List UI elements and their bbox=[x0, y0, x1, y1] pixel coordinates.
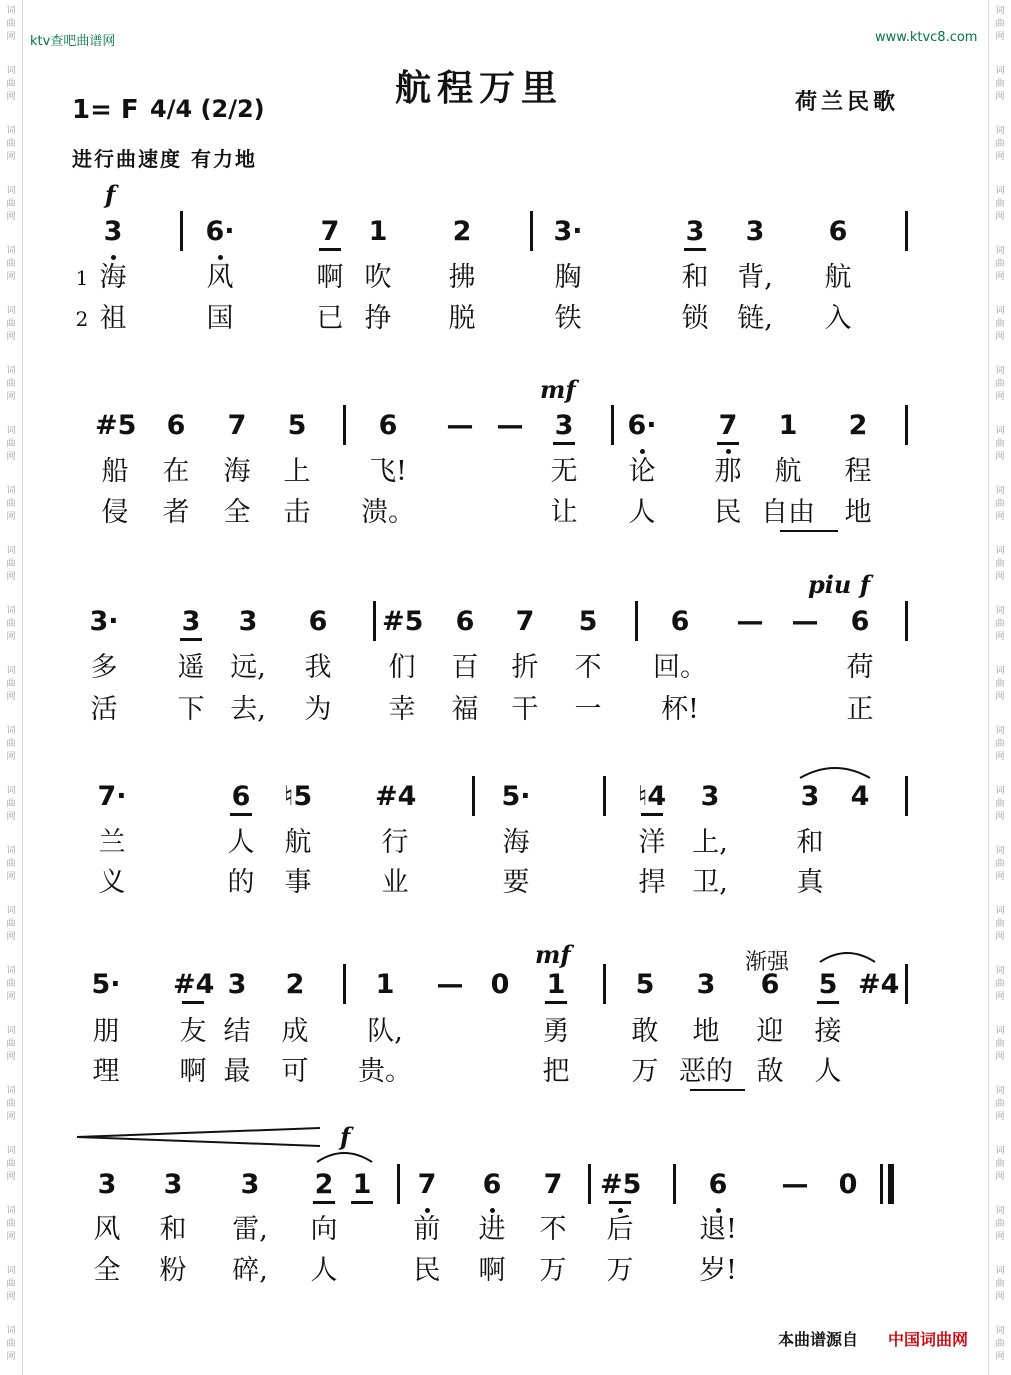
octave-dot-below bbox=[490, 1208, 495, 1213]
lyric-verse-1: 勇 bbox=[542, 1016, 570, 1047]
note: #4 bbox=[375, 781, 417, 812]
footer-source-label: 本曲谱源自 bbox=[778, 1330, 859, 1349]
octave-dot-below bbox=[425, 1208, 430, 1213]
slur-arc bbox=[815, 948, 880, 966]
side-watermark: 词 曲 网 bbox=[995, 1146, 1005, 1182]
note: 7 bbox=[718, 410, 738, 441]
side-watermark: 词 曲 网 bbox=[6, 1026, 16, 1062]
underline-beam bbox=[351, 1201, 373, 1204]
underline-beam bbox=[641, 813, 663, 816]
side-watermark: 词 曲 网 bbox=[995, 1326, 1005, 1362]
lyric-verse-1: 不 bbox=[539, 1214, 567, 1245]
side-watermark: 词 曲 网 bbox=[6, 966, 16, 1002]
octave-dot-below bbox=[218, 255, 223, 260]
note: ♮5 bbox=[283, 781, 313, 812]
lyric-verse-2: 敌 bbox=[756, 1056, 784, 1087]
slur-arc bbox=[795, 762, 875, 782]
lyric-verse-1: 飞! bbox=[369, 456, 407, 487]
note: 3 bbox=[800, 781, 820, 812]
underline-beam bbox=[319, 248, 341, 251]
note: 3 bbox=[238, 606, 258, 637]
note: 6 bbox=[670, 606, 690, 637]
header-left-site: ktv查吧曲谱网 bbox=[30, 34, 116, 49]
note: 5 bbox=[287, 410, 307, 441]
lyric-verse-2: 人 bbox=[628, 497, 656, 528]
lyric-verse-1: 背, bbox=[737, 262, 773, 293]
side-watermark: 词 曲 网 bbox=[995, 126, 1005, 162]
bar-line bbox=[905, 211, 908, 251]
note: 2 bbox=[452, 216, 472, 247]
lyric-verse-2: 已 bbox=[316, 303, 344, 334]
lyric-verse-2: 自由 bbox=[761, 497, 815, 528]
lyric-verse-2: 祖 bbox=[99, 303, 127, 334]
octave-dot-below bbox=[111, 255, 116, 260]
lyric-verse-1: 在 bbox=[162, 456, 190, 487]
lyric-verse-1: 兰 bbox=[98, 827, 126, 858]
lyric-verse-2: 击 bbox=[283, 497, 311, 528]
note: 5 bbox=[818, 969, 838, 1000]
note: 7 bbox=[543, 1169, 563, 1200]
lyric-verse-1: 风 bbox=[206, 262, 234, 293]
bar-line bbox=[611, 405, 614, 445]
bar-line bbox=[603, 776, 606, 816]
note: 1 bbox=[546, 969, 566, 1000]
side-watermark: 词 曲 网 bbox=[995, 1026, 1005, 1062]
verse-number-1: 1 bbox=[75, 266, 89, 290]
octave-dot-below bbox=[716, 1208, 721, 1213]
lyric-verse-1: 地 bbox=[692, 1016, 720, 1047]
note: 5· bbox=[501, 781, 531, 812]
note: 1 bbox=[778, 410, 798, 441]
underline-beam bbox=[684, 248, 706, 251]
side-watermark: 词 曲 网 bbox=[995, 486, 1005, 522]
lyric-verse-1: 们 bbox=[388, 652, 416, 683]
side-watermark: 词 曲 网 bbox=[6, 846, 16, 882]
lyric-verse-1: 向 bbox=[310, 1214, 338, 1245]
note: 7 bbox=[227, 410, 247, 441]
side-watermark: 词 曲 网 bbox=[995, 306, 1005, 342]
lyric-verse-2: 恶的 bbox=[679, 1056, 733, 1087]
lyric-verse-1: 友 bbox=[179, 1016, 207, 1047]
side-watermark: 词 曲 网 bbox=[6, 306, 16, 342]
note: 7· bbox=[97, 781, 127, 812]
right-margin bbox=[988, 0, 1011, 1375]
lyric-verse-1: 航 bbox=[824, 262, 852, 293]
side-watermark: 词 曲 网 bbox=[6, 426, 16, 462]
octave-dot-below bbox=[618, 1208, 623, 1213]
note: 6 bbox=[850, 606, 870, 637]
lyric-verse-2: 幸 bbox=[388, 694, 416, 725]
note: 6 bbox=[166, 410, 186, 441]
dynamic-piu-forte: piu f bbox=[808, 570, 871, 599]
bar-line bbox=[373, 601, 376, 641]
lyric-slur-line bbox=[690, 1089, 745, 1091]
side-watermark: 词 曲 网 bbox=[995, 66, 1005, 102]
underline-beam bbox=[230, 813, 252, 816]
crescendo-hairpin bbox=[75, 1125, 325, 1149]
note: 6· bbox=[627, 410, 657, 441]
note: 6 bbox=[231, 781, 251, 812]
lyric-verse-1: 程 bbox=[844, 456, 872, 487]
lyric-verse-1: 上 bbox=[283, 456, 311, 487]
lyric-verse-2: 入 bbox=[824, 303, 852, 334]
side-watermark: 词 曲 网 bbox=[6, 366, 16, 402]
side-watermark: 词 曲 网 bbox=[6, 1206, 16, 1242]
note: 3 bbox=[181, 606, 201, 637]
lyric-slur-line bbox=[780, 530, 838, 532]
lyric-verse-2: 真 bbox=[796, 867, 824, 898]
left-margin bbox=[0, 0, 23, 1375]
song-title: 航程万里 bbox=[395, 67, 564, 109]
lyric-verse-1: 折 bbox=[511, 652, 539, 683]
side-watermark: 词 曲 网 bbox=[6, 786, 16, 822]
lyric-verse-1: 行 bbox=[381, 827, 409, 858]
footer-source-site: 中国词曲网 bbox=[888, 1330, 969, 1349]
lyric-verse-1: 队, bbox=[367, 1016, 403, 1047]
lyric-verse-2: 民 bbox=[413, 1255, 441, 1286]
lyric-verse-2: 卫, bbox=[692, 867, 728, 898]
underline-beam bbox=[313, 1201, 335, 1204]
note: 2 bbox=[285, 969, 305, 1000]
lyric-verse-2: 为 bbox=[304, 694, 332, 725]
underline-beam bbox=[717, 442, 739, 445]
bar-line bbox=[588, 1164, 591, 1204]
lyric-verse-2: 全 bbox=[93, 1255, 121, 1286]
underline-beam bbox=[609, 1201, 631, 1204]
lyric-verse-1: 吹 bbox=[364, 262, 392, 293]
side-watermark: 词 曲 网 bbox=[995, 666, 1005, 702]
lyric-verse-2: 岁! bbox=[699, 1255, 737, 1286]
lyric-verse-2: 万 bbox=[539, 1255, 567, 1286]
side-watermark: 词 曲 网 bbox=[6, 246, 16, 282]
side-watermark: 词 曲 网 bbox=[6, 486, 16, 522]
dynamic-forte: f bbox=[105, 180, 116, 209]
lyric-verse-2: 万 bbox=[631, 1056, 659, 1087]
lyric-verse-2: 啊 bbox=[478, 1255, 506, 1286]
header-right-url: www.ktvc8.com bbox=[875, 30, 978, 45]
lyric-verse-1: 航 bbox=[774, 456, 802, 487]
side-watermark: 词 曲 网 bbox=[995, 726, 1005, 762]
note: 6 bbox=[760, 969, 780, 1000]
note: 6 bbox=[308, 606, 328, 637]
verse-number-2: 2 bbox=[75, 307, 89, 331]
crescendo-text: 渐强 bbox=[745, 950, 790, 975]
note: 3 bbox=[554, 410, 574, 441]
side-watermark: 词 曲 网 bbox=[995, 606, 1005, 642]
side-watermark: 词 曲 网 bbox=[995, 966, 1005, 1002]
lyric-verse-2: 粉 bbox=[159, 1255, 187, 1286]
note: — bbox=[791, 606, 819, 637]
note: 4 bbox=[850, 781, 870, 812]
lyric-verse-2: 把 bbox=[542, 1056, 570, 1087]
lyric-verse-2: 事 bbox=[284, 867, 312, 898]
bar-line bbox=[905, 405, 908, 445]
side-watermark: 词 曲 网 bbox=[6, 726, 16, 762]
note: 5 bbox=[635, 969, 655, 1000]
note: 2 bbox=[314, 1169, 334, 1200]
lyric-verse-2: 要 bbox=[502, 867, 530, 898]
side-watermark: 词 曲 网 bbox=[6, 1146, 16, 1182]
note: — bbox=[436, 969, 464, 1000]
octave-dot-below bbox=[726, 449, 731, 454]
note: 3· bbox=[89, 606, 119, 637]
note: 6 bbox=[378, 410, 398, 441]
lyric-verse-2: 义 bbox=[98, 867, 126, 898]
note: 6 bbox=[708, 1169, 728, 1200]
note: 5 bbox=[578, 606, 598, 637]
lyric-verse-1: 遥 bbox=[177, 652, 205, 683]
lyric-verse-2: 最 bbox=[223, 1056, 251, 1087]
underline-beam bbox=[553, 442, 575, 445]
note: #5 bbox=[600, 1169, 642, 1200]
lyric-verse-1: 回。 bbox=[653, 652, 707, 683]
lyric-verse-1: 拂 bbox=[448, 262, 476, 293]
lyric-verse-1: 啊 bbox=[316, 262, 344, 293]
side-watermark: 词 曲 网 bbox=[995, 1206, 1005, 1242]
bar-line bbox=[472, 776, 475, 816]
time-signature: 4/4 (2/2) bbox=[150, 95, 265, 123]
key-signature: 1= F bbox=[72, 95, 139, 125]
note: #4 bbox=[858, 969, 900, 1000]
lyric-verse-2: 可 bbox=[281, 1056, 309, 1087]
lyric-verse-2: 正 bbox=[846, 694, 874, 725]
note: #5 bbox=[382, 606, 424, 637]
lyric-verse-1: 和 bbox=[159, 1214, 187, 1245]
note: 3 bbox=[745, 216, 765, 247]
lyric-verse-2: 业 bbox=[381, 867, 409, 898]
note: — bbox=[781, 1169, 809, 1200]
side-watermark: 词 曲 网 bbox=[995, 366, 1005, 402]
lyric-verse-2: 让 bbox=[550, 497, 578, 528]
side-watermark: 词 曲 网 bbox=[995, 186, 1005, 222]
lyric-verse-2: 碎, bbox=[232, 1255, 268, 1286]
lyric-verse-2: 民 bbox=[714, 497, 742, 528]
lyric-verse-1: 后 bbox=[606, 1214, 634, 1245]
lyric-verse-2: 福 bbox=[451, 694, 479, 725]
lyric-verse-2: 一 bbox=[574, 694, 602, 725]
lyric-verse-2: 啊 bbox=[179, 1056, 207, 1087]
side-watermark: 词 曲 网 bbox=[6, 1086, 16, 1122]
underline-beam bbox=[817, 1001, 839, 1004]
note: 6 bbox=[828, 216, 848, 247]
dynamic-forte-2: f bbox=[340, 1122, 351, 1151]
lyric-verse-2: 捍 bbox=[638, 867, 666, 898]
side-watermark: 词 曲 网 bbox=[995, 846, 1005, 882]
side-watermark: 词 曲 网 bbox=[995, 246, 1005, 282]
note: ♮4 bbox=[637, 781, 667, 812]
side-watermark: 词 曲 网 bbox=[6, 546, 16, 582]
note: 3 bbox=[163, 1169, 183, 1200]
bar-line bbox=[905, 964, 908, 1004]
lyric-verse-2: 贵。 bbox=[358, 1056, 412, 1087]
note: 3 bbox=[227, 969, 247, 1000]
bar-line bbox=[180, 211, 183, 251]
side-watermark: 词 曲 网 bbox=[6, 6, 16, 42]
lyric-verse-1: 雷, bbox=[232, 1214, 268, 1245]
note: 3 bbox=[685, 216, 705, 247]
tempo-marking: 进行曲速度 有力地 bbox=[72, 147, 257, 171]
side-watermark: 词 曲 网 bbox=[995, 1266, 1005, 1302]
lyric-verse-1: 我 bbox=[304, 652, 332, 683]
note: 6 bbox=[482, 1169, 502, 1200]
lyric-verse-2: 锁 bbox=[681, 303, 709, 334]
note: 3 bbox=[97, 1169, 117, 1200]
lyric-verse-1: 无 bbox=[550, 456, 578, 487]
side-watermark: 词 曲 网 bbox=[6, 666, 16, 702]
lyric-verse-1: 多 bbox=[90, 652, 118, 683]
lyric-verse-2: 铁 bbox=[554, 303, 582, 334]
lyric-verse-2: 链, bbox=[737, 303, 773, 334]
bar-line bbox=[343, 964, 346, 1004]
lyric-verse-1: 论 bbox=[628, 456, 656, 487]
lyric-verse-1: 人 bbox=[227, 827, 255, 858]
lyric-verse-1: 朋 bbox=[92, 1016, 120, 1047]
note: — bbox=[496, 410, 524, 441]
lyric-verse-1: 结 bbox=[223, 1016, 251, 1047]
note: 0 bbox=[838, 1169, 858, 1200]
bar-line bbox=[397, 1164, 400, 1204]
note: 3 bbox=[696, 969, 716, 1000]
bar-line bbox=[530, 211, 533, 251]
lyric-verse-1: 远, bbox=[230, 652, 266, 683]
note: — bbox=[736, 606, 764, 637]
bar-line bbox=[603, 964, 606, 1004]
underline-beam bbox=[545, 1001, 567, 1004]
final-bar-thin bbox=[880, 1164, 883, 1204]
lyric-verse-1: 退! bbox=[699, 1214, 737, 1245]
lyric-verse-2: 万 bbox=[606, 1255, 634, 1286]
lyric-verse-2: 全 bbox=[223, 497, 251, 528]
lyric-verse-1: 海 bbox=[223, 456, 251, 487]
note: 7 bbox=[320, 216, 340, 247]
lyric-verse-1: 海 bbox=[99, 262, 127, 293]
side-watermark: 词 曲 网 bbox=[995, 786, 1005, 822]
lyric-verse-1: 进 bbox=[478, 1214, 506, 1245]
side-watermark: 词 曲 网 bbox=[6, 906, 16, 942]
lyric-verse-1: 敢 bbox=[631, 1016, 659, 1047]
note: 1 bbox=[352, 1169, 372, 1200]
lyric-verse-2: 杯! bbox=[661, 694, 699, 725]
lyric-verse-2: 人 bbox=[310, 1255, 338, 1286]
note: — bbox=[446, 410, 474, 441]
lyric-verse-1: 航 bbox=[284, 827, 312, 858]
lyric-verse-1: 不 bbox=[574, 652, 602, 683]
dynamic-mezzo-forte-2: mf bbox=[535, 940, 571, 969]
bar-line bbox=[905, 776, 908, 816]
lyric-verse-2: 侵 bbox=[101, 497, 129, 528]
side-watermark: 词 曲 网 bbox=[995, 906, 1005, 942]
lyric-verse-1: 风 bbox=[93, 1214, 121, 1245]
bar-line bbox=[888, 1164, 894, 1204]
lyric-verse-2: 人 bbox=[814, 1056, 842, 1087]
side-watermark: 词 曲 网 bbox=[6, 126, 16, 162]
side-watermark: 词 曲 网 bbox=[995, 1086, 1005, 1122]
side-watermark: 词 曲 网 bbox=[6, 1326, 16, 1362]
lyric-verse-2: 活 bbox=[90, 694, 118, 725]
lyric-verse-1: 胸 bbox=[554, 262, 582, 293]
side-watermark: 词 曲 网 bbox=[995, 6, 1005, 42]
lyric-verse-2: 脱 bbox=[448, 303, 476, 334]
composer-credit: 荷兰民歌 bbox=[795, 89, 900, 115]
note: 6 bbox=[455, 606, 475, 637]
side-watermark: 词 曲 网 bbox=[995, 546, 1005, 582]
side-watermark: 词 曲 网 bbox=[6, 186, 16, 222]
note: 0 bbox=[490, 969, 510, 1000]
lyric-verse-2: 国 bbox=[206, 303, 234, 334]
note: 5· bbox=[91, 969, 121, 1000]
lyric-verse-1: 成 bbox=[281, 1016, 309, 1047]
lyric-verse-2: 理 bbox=[92, 1056, 120, 1087]
underline-beam bbox=[182, 1001, 204, 1004]
side-watermark: 词 曲 网 bbox=[995, 426, 1005, 462]
note: 1 bbox=[368, 216, 388, 247]
lyric-verse-2: 干 bbox=[511, 694, 539, 725]
note: #5 bbox=[95, 410, 137, 441]
octave-dot-below bbox=[640, 449, 645, 454]
note: 6· bbox=[205, 216, 235, 247]
lyric-verse-1: 那 bbox=[714, 456, 742, 487]
slur-arc bbox=[312, 1148, 377, 1166]
lyric-verse-1: 百 bbox=[451, 652, 479, 683]
bar-line bbox=[343, 405, 346, 445]
lyric-verse-2: 者 bbox=[162, 497, 190, 528]
note: #4 bbox=[173, 969, 215, 1000]
side-watermark: 词 曲 网 bbox=[6, 66, 16, 102]
note: 7 bbox=[417, 1169, 437, 1200]
lyric-verse-1: 船 bbox=[101, 456, 129, 487]
lyric-verse-2: 地 bbox=[844, 497, 872, 528]
lyric-verse-1: 前 bbox=[413, 1214, 441, 1245]
note: 3 bbox=[103, 216, 123, 247]
note: 3 bbox=[240, 1169, 260, 1200]
side-watermark: 词 曲 网 bbox=[6, 1266, 16, 1302]
lyric-verse-1: 荷 bbox=[846, 652, 874, 683]
lyric-verse-2: 挣 bbox=[364, 303, 392, 334]
lyric-verse-1: 接 bbox=[814, 1016, 842, 1047]
bar-line bbox=[635, 601, 638, 641]
dynamic-mezzo-forte: mf bbox=[540, 375, 576, 404]
lyric-verse-1: 和 bbox=[796, 827, 824, 858]
bar-line bbox=[905, 601, 908, 641]
lyric-verse-1: 洋 bbox=[638, 827, 666, 858]
side-watermark: 词 曲 网 bbox=[6, 606, 16, 642]
lyric-verse-1: 迎 bbox=[756, 1016, 784, 1047]
underline-beam bbox=[180, 638, 202, 641]
note: 1 bbox=[375, 969, 395, 1000]
bar-line bbox=[673, 1164, 676, 1204]
note: 3· bbox=[553, 216, 583, 247]
note: 7 bbox=[515, 606, 535, 637]
lyric-verse-1: 海 bbox=[502, 827, 530, 858]
lyric-verse-1: 上, bbox=[692, 827, 728, 858]
lyric-verse-2: 去, bbox=[230, 694, 266, 725]
lyric-verse-2: 的 bbox=[227, 867, 255, 898]
lyric-verse-2: 溃。 bbox=[361, 497, 415, 528]
note: 3 bbox=[700, 781, 720, 812]
lyric-verse-1: 和 bbox=[681, 262, 709, 293]
note: 2 bbox=[848, 410, 868, 441]
lyric-verse-2: 下 bbox=[177, 694, 205, 725]
